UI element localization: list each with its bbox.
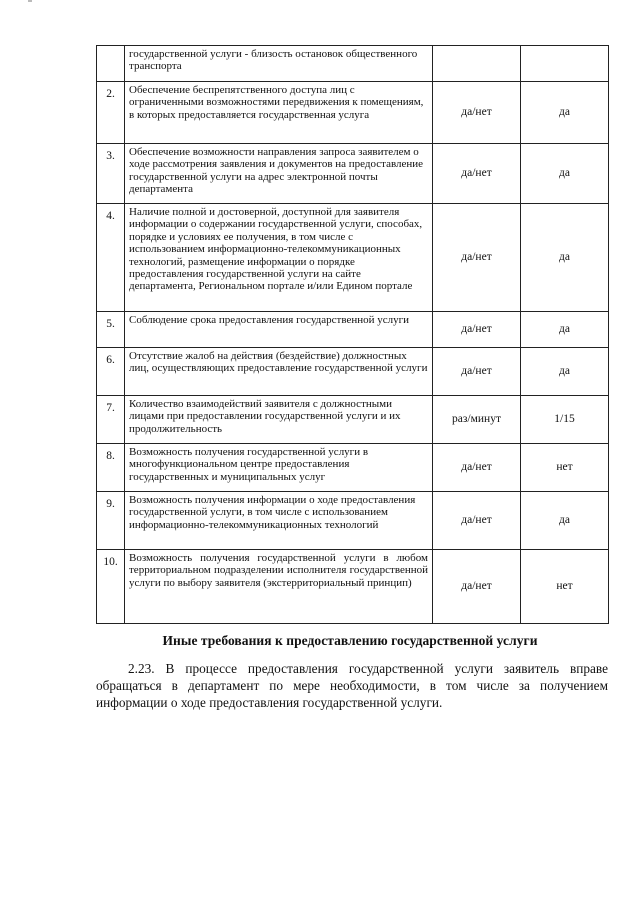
row-description: Обеспечение возможности направления запроса заявителем о ходе рассмотрения заявления и документов на предоставление государственной услуги на адрес электронной почты департамента: [125, 144, 433, 204]
row-unit: да/нет: [433, 144, 521, 204]
scan-mark: [28, 0, 32, 2]
row-value: да: [521, 82, 609, 144]
row-unit: [433, 46, 521, 82]
row-number: 5.: [97, 312, 125, 348]
row-unit: да/нет: [433, 204, 521, 312]
paragraph-2-23: 2.23. В процессе предоставления государственной услуги заявитель вправе обращаться в департамент по мере необходимости, в том числе за получением информации о ходе предоставления государственной услуги.: [96, 661, 608, 710]
row-number: 8.: [97, 444, 125, 492]
row-value: да: [521, 312, 609, 348]
service-quality-table: [96, 45, 609, 624]
row-value: да: [521, 204, 609, 312]
row-description: Отсутствие жалоб на действия (бездействие) должностных лиц, осуществляющих предоставление государственной услуги: [125, 348, 433, 396]
table-row: [97, 312, 609, 348]
row-description: Наличие полной и достоверной, доступной для заявителя информации о содержании государственной услуги, способах, порядке и условиях ее получения, в том числе с использованием информационно-телекоммуникационных технологий, размещение информации о порядке предоставления государственной услуги на сайте департамента, Региональном портале и/или Едином портале: [125, 204, 433, 312]
row-unit: да/нет: [433, 312, 521, 348]
section-heading: Иные требования к предоставлению государственной услуги: [162, 633, 538, 648]
row-description: государственной услуги - близость остановок общественного транспорта: [125, 46, 433, 82]
row-number: 6.: [97, 348, 125, 396]
row-number: 10.: [97, 550, 125, 624]
row-number: 4.: [97, 204, 125, 312]
row-unit: да/нет: [433, 492, 521, 550]
row-unit: да/нет: [433, 348, 521, 396]
table-row: [97, 204, 609, 312]
table-row: [97, 550, 609, 624]
row-description: Обеспечение беспрепятственного доступа лиц с ограниченными возможностями передвижения к помещениям, в которых предоставляется государственная услуга: [125, 82, 433, 144]
table-row: [97, 82, 609, 144]
row-number: 9.: [97, 492, 125, 550]
table-row: [97, 348, 609, 396]
row-description: Количество взаимодействий заявителя с должностными лицами при предоставлении государственной услуги и их продолжительность: [125, 396, 433, 444]
table-row: [97, 46, 609, 82]
table-row: [97, 444, 609, 492]
row-number: 2.: [97, 82, 125, 144]
row-unit: да/нет: [433, 82, 521, 144]
row-description: Возможность получения государственной услуги в многофункциональном центре предоставления государственных и муниципальных услуг: [125, 444, 433, 492]
row-value: да: [521, 492, 609, 550]
row-number: 7.: [97, 396, 125, 444]
table-row: [97, 144, 609, 204]
row-value: да: [521, 144, 609, 204]
row-number: [97, 46, 125, 82]
row-description: Возможность получения государственной услуги в любом территориальном подразделении исполнителя государственной услуги по выбору заявителя (экстерриториальный принцип): [125, 550, 433, 624]
row-unit: да/нет: [433, 550, 521, 624]
row-number: 3.: [97, 144, 125, 204]
row-description: Соблюдение срока предоставления государственной услуги: [125, 312, 433, 348]
row-value: 1/15: [521, 396, 609, 444]
table-row: [97, 396, 609, 444]
row-description: Возможность получения информации о ходе предоставления государственной услуги, в том числе с использованием информационно-телекоммуникационных технологий: [125, 492, 433, 550]
row-value: нет: [521, 550, 609, 624]
row-unit: раз/минут: [433, 396, 521, 444]
row-unit: да/нет: [433, 444, 521, 492]
table-row: [97, 492, 609, 550]
row-value: [521, 46, 609, 82]
row-value: да: [521, 348, 609, 396]
row-value: нет: [521, 444, 609, 492]
